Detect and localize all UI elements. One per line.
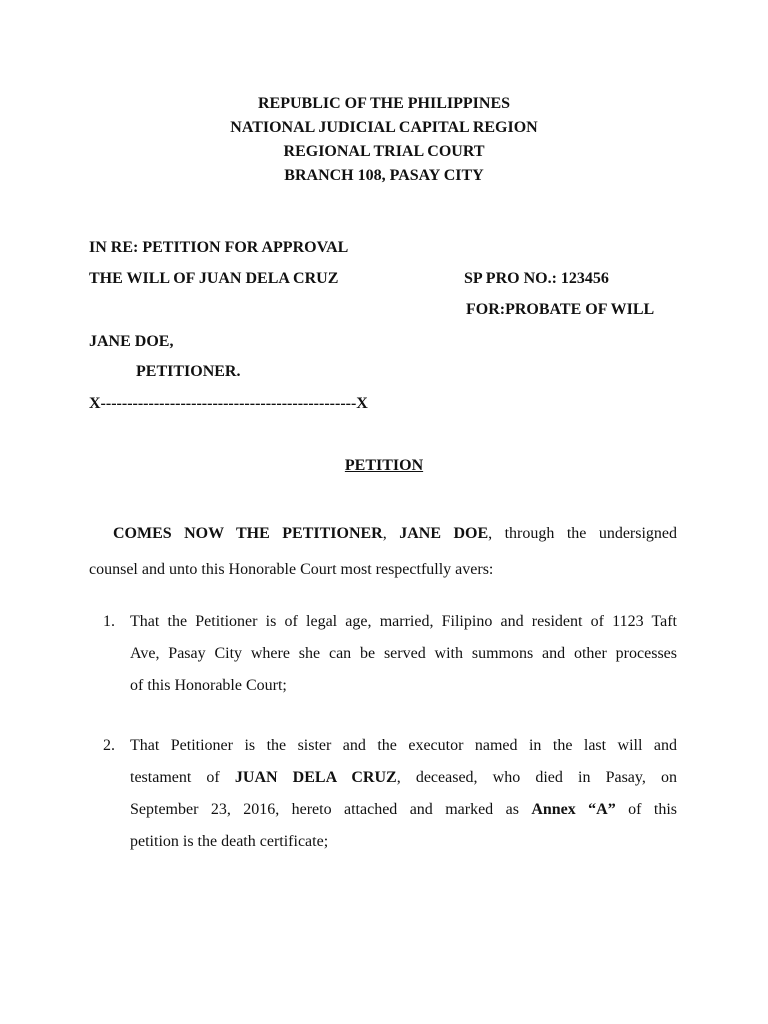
annex-label: Annex “A” bbox=[531, 801, 616, 818]
list-item bbox=[89, 730, 677, 858]
caption-party-name: JANE DOE, bbox=[89, 333, 174, 350]
intro-rest: , through the undersigned bbox=[488, 525, 678, 542]
item-text: , deceased, who died in Pasay, on bbox=[396, 769, 677, 786]
caption-will-of: THE WILL OF JUAN DELA CRUZ bbox=[89, 270, 339, 287]
caption-for-probate: FOR:PROBATE OF WILL bbox=[466, 301, 655, 318]
list-item bbox=[89, 606, 677, 702]
header-court: REGIONAL TRIAL COURT bbox=[283, 143, 485, 160]
court-header bbox=[0, 92, 768, 188]
item-text: September 23, 2016, hereto attached and marked as bbox=[130, 801, 532, 818]
item-line: of this Honorable Court; bbox=[130, 677, 287, 694]
item-number: 1. bbox=[103, 613, 115, 630]
item-line bbox=[130, 794, 677, 826]
header-branch: BRANCH 108, PASAY CITY bbox=[284, 167, 484, 184]
intro-line-1 bbox=[89, 516, 677, 552]
document-title: PETITION bbox=[344, 457, 424, 474]
decedent-name: JUAN DELA CRUZ bbox=[234, 769, 397, 786]
intro-paragraph bbox=[89, 516, 677, 588]
caption-separator: X------------------------------------------------X bbox=[89, 395, 368, 412]
item-text: testament of bbox=[130, 769, 235, 786]
caption-case-number: SP PRO NO.: 123456 bbox=[464, 270, 609, 287]
intro-line-2: counsel and unto this Honorable Court most respectfully avers: bbox=[89, 561, 494, 578]
intro-lead: COMES NOW THE PETITIONER bbox=[113, 525, 383, 542]
header-region: NATIONAL JUDICIAL CAPITAL REGION bbox=[230, 119, 538, 136]
caption-party-role: PETITIONER. bbox=[136, 363, 241, 380]
item-line: That Petitioner is the sister and the executor named in the last will and bbox=[130, 737, 677, 754]
header-republic: REPUBLIC OF THE PHILIPPINES bbox=[257, 95, 511, 112]
item-body bbox=[130, 606, 677, 702]
item-line: Ave, Pasay City where she can be served with summons and other processes bbox=[130, 645, 677, 662]
item-body bbox=[130, 730, 677, 858]
item-number: 2. bbox=[103, 737, 115, 754]
item-line: That the Petitioner is of legal age, married, Filipino and resident of 1123 Taft bbox=[130, 613, 677, 630]
item-line: petition is the death certificate; bbox=[130, 833, 329, 850]
item-line bbox=[130, 762, 677, 794]
intro-comma: , bbox=[382, 525, 400, 542]
caption-in-re: IN RE: PETITION FOR APPROVAL bbox=[89, 239, 349, 256]
item-text: of this bbox=[615, 801, 677, 818]
intro-petitioner-name: JANE DOE bbox=[399, 525, 489, 542]
